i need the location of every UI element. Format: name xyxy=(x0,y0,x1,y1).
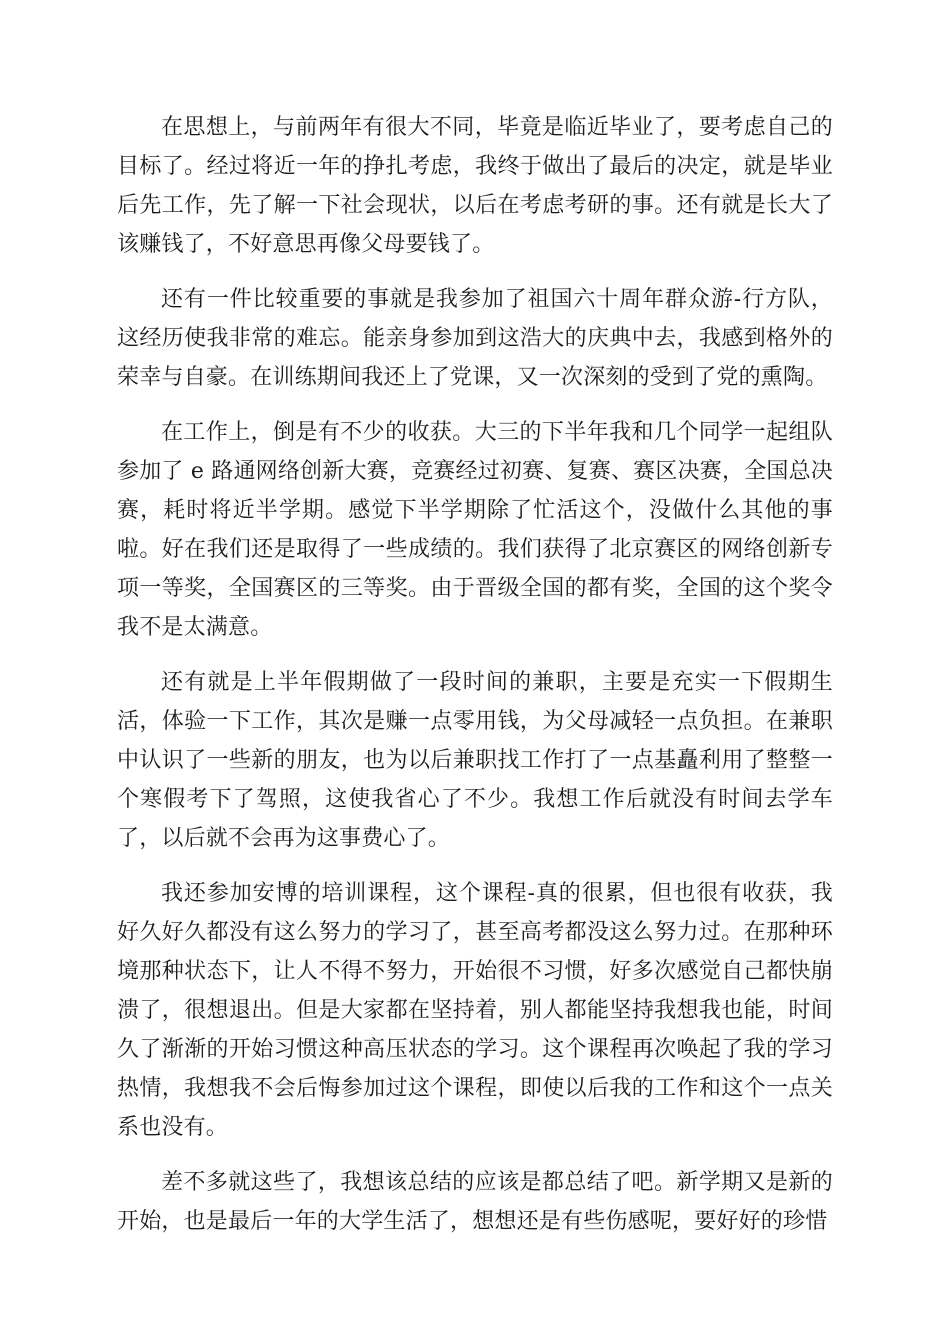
document-body xyxy=(117,108,833,1257)
paragraph-work: 在工作上，倒是有不少的收获。大三的下半年我和几个同学一起组队参加了 e 路通网络创新大赛，竞赛经过初赛、复赛、赛区决赛，全国总决赛，耗时将近半学期。感觉下半学期除了忙活这个，没做什么其他的事啦。好在我们还是取得了一些成绩的。我们获得了北京赛区的网络创新专项一等奖，全国赛区的三等奖。由于晋级全国的都有奖，全国的这个奖令我不是太满意。 xyxy=(117,420,833,640)
paragraph-thoughts: 在思想上，与前两年有很大不同，毕竟是临近毕业了，要考虑自己的目标了。经过将近一年的挣扎考虑，我终于做出了最后的决定，就是毕业后先工作，先了解一下社会现状，以后在考虑考研的事。还有就是长大了该赚钱了，不好意思再像父母要钱了。 xyxy=(117,115,833,257)
paragraph-conclusion: 差不多就这些了，我想该总结的应该是都总结了吧。新学期又是新的开始，也是最后一年的大学生活了，想想还是有些伤感呢，要好好的珍惜 xyxy=(117,1170,833,1234)
paragraph-parade: 还有一件比较重要的事就是我参加了祖国六十周年群众游-行方队，这经历使我非常的难忘。能亲身参加到这浩大的庆典中去，我感到格外的荣幸与自豪。在训练期间我还上了党课，又一次深刻的受到了党的熏陶。 xyxy=(117,287,833,390)
paragraph-training-course: 我还参加安博的培训课程，这个课程-真的很累，但也很有收获，我好久好久都没有这么努力的学习了，甚至高考都没这么努力过。在那种环境那种状态下，让人不得不努力，开始很不习惯，好多次感觉自己都快崩溃了，很想退出。但是大家都在坚持着，别人都能坚持我想我也能，时间久了渐渐的开始习惯这种高压状态的学习。这个课程再次唤起了我的学习热情，我想我不会后悔参加过这个课程，即使以后我的工作和这个一点关系也没有。 xyxy=(117,881,833,1140)
paragraph-part-time-job: 还有就是上半年假期做了一段时间的兼职，主要是充实一下假期生活，体验一下工作，其次是赚一点零用钱，为父母减轻一点负担。在兼职中认识了一些新的朋友，也为以后兼职找工作打了一点基矗利用了整整一个寒假考下了驾照，这使我省心了不少。我想工作后就没有时间去学车了，以后就不会再为这事费心了。 xyxy=(117,670,833,851)
